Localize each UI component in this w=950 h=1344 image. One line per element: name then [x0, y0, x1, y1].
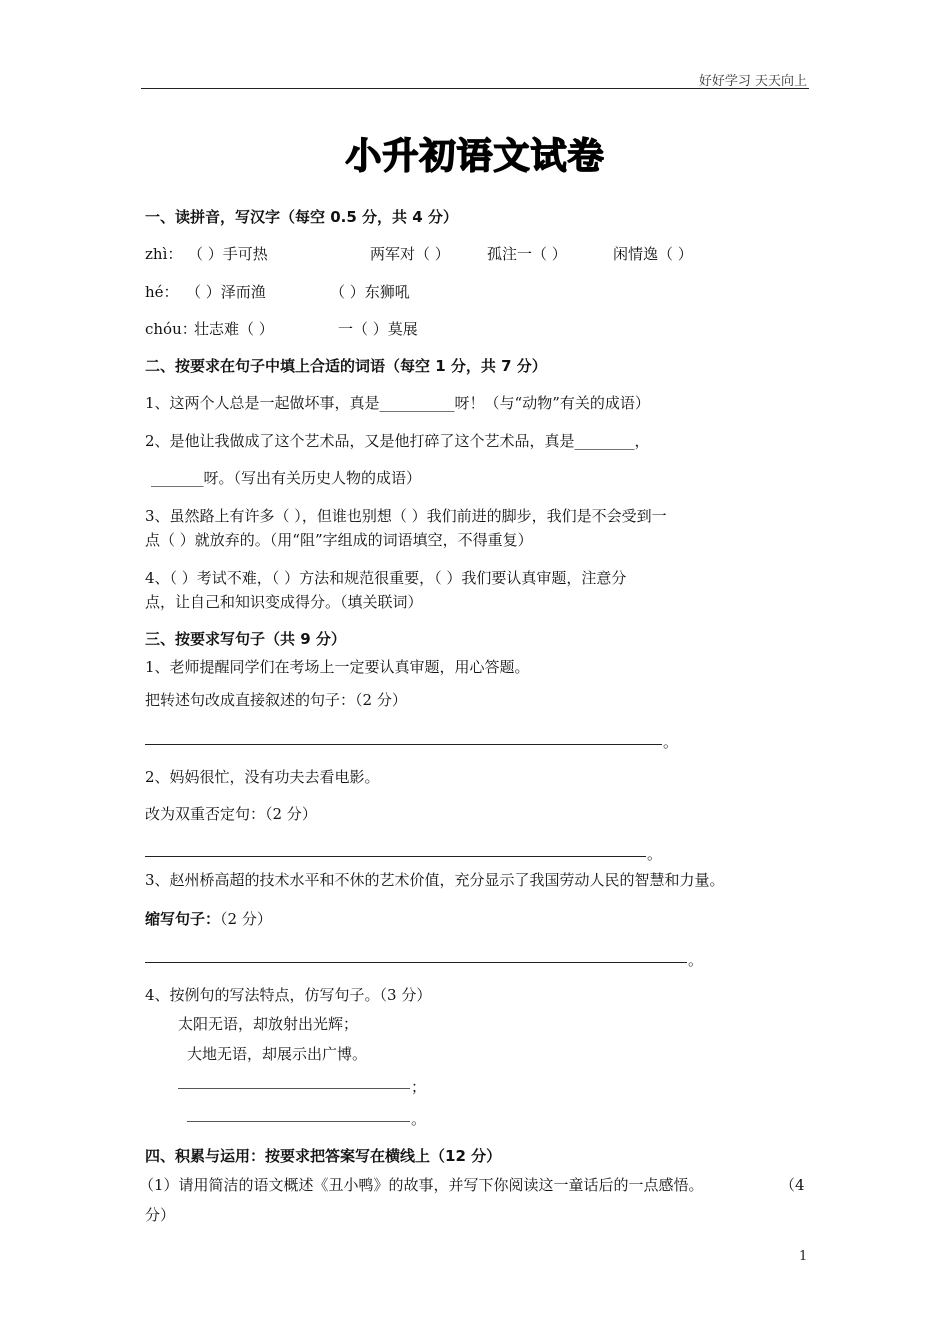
s2-question-2-line-1: 2、是他让我做成了这个艺术品，又是他打碎了这个艺术品，真是________， — [145, 432, 650, 450]
imitation-line-1[interactable] — [178, 1088, 410, 1089]
zhi-word-3: 孤注一（ ） — [487, 245, 567, 263]
pinyin-zhi-label: zhì： — [145, 245, 183, 263]
header-text: 好好学习 天天向上 — [698, 74, 807, 89]
pinyin-he-label: hé： — [145, 283, 179, 301]
header-rule — [141, 88, 809, 89]
s4-question-1-line-1: （1）请用简洁的语文概述《丑小鸭》的故事，并写下你阅读这一童话后的一点感悟。 — [139, 1176, 704, 1194]
zhi-word-1: （ ）手可热 — [188, 245, 268, 263]
section-2-heading: 二、按要求在句子中填上合适的词语（每空 1 分，共 7 分） — [145, 357, 547, 375]
answer-line-3[interactable] — [145, 962, 687, 963]
s3-question-3-requirement-points: （2 分） — [220, 910, 272, 928]
s2-question-2-line-2: _______呀。（写出有关历史人物的成语） — [151, 469, 422, 487]
answer-line-2[interactable] — [145, 856, 646, 857]
s4-question-1-line-2: 分） — [145, 1206, 176, 1224]
page-title: 小升初语文试卷 — [345, 136, 605, 177]
imitation-line-2-period: 。 — [411, 1110, 427, 1128]
s2-question-1: 1、这两个人总是一起做坏事，真是__________呀！（与“动物”有关的成语） — [145, 394, 650, 412]
s2-question-4-line-2: 点，让自己和知识变成得分。（填关联词） — [145, 593, 423, 611]
s2-question-4-line-1: 4、（ ）考试不难，（ ）方法和规范很重要，（ ）我们要认真审题，注意分 — [145, 569, 627, 587]
example-sentence-2: 大地无语，却展示出广博。 — [187, 1045, 368, 1063]
s3-question-3-requirement-bold: 缩写句子： — [145, 910, 221, 928]
example-sentence-1: 太阳无语，却放射出光辉； — [178, 1015, 359, 1033]
he-word-2: （ ）东狮吼 — [330, 283, 410, 301]
section-3-heading: 三、按要求写句子（共 9 分） — [145, 630, 346, 648]
s3-question-1: 1、老师提醒同学们在考场上一定要认真审题，用心答题。 — [145, 658, 530, 676]
chou-word-2: 一（ ）莫展 — [338, 320, 418, 338]
s2-question-3-line-2: 点（ ）就放弃的。（用“阻”字组成的词语填空，不得重复） — [145, 531, 533, 549]
pinyin-chou-label: chóu： — [145, 320, 197, 338]
section-4-heading: 四、积累与运用：按要求把答案写在横线上（12 分） — [145, 1147, 502, 1165]
zhi-word-4: 闲情逸（ ） — [613, 245, 693, 263]
answer-line-3-period: 。 — [688, 951, 704, 969]
s3-question-3-requirement — [145, 908, 272, 929]
chou-word-1: 壮志难（ ） — [194, 320, 274, 338]
page-number: 1 — [799, 1249, 808, 1264]
he-word-1: （ ）泽而渔 — [186, 283, 266, 301]
imitation-line-2[interactable] — [187, 1121, 410, 1122]
answer-line-2-period: 。 — [647, 845, 663, 863]
answer-line-1-period: 。 — [663, 733, 679, 751]
answer-line-1[interactable] — [145, 744, 662, 745]
section-1-heading: 一、读拼音，写汉字（每空 0.5 分，共 4 分） — [145, 208, 458, 226]
imitation-line-1-semicolon: ； — [411, 1078, 427, 1096]
s3-question-1-requirement: 把转述句改成直接叙述的句子：（2 分） — [145, 691, 407, 709]
s3-question-3: 3、赵州桥高超的技术水平和不休的艺术价值，充分显示了我国劳动人民的智慧和力量。 — [145, 871, 725, 889]
s3-question-2-requirement: 改为双重否定句：（2 分） — [145, 805, 317, 823]
s3-question-2: 2、妈妈很忙，没有功夫去看电影。 — [145, 768, 380, 786]
s3-question-4: 4、按例句的写法特点，仿写句子。（3 分） — [145, 986, 432, 1004]
s4-question-1-points: （4 — [780, 1176, 805, 1194]
s2-question-3-line-1: 3、虽然路上有许多（ ），但谁也别想（ ）我们前进的脚步，我们是不会受到一 — [145, 507, 667, 525]
zhi-word-2: 两军对（ ） — [370, 245, 450, 263]
